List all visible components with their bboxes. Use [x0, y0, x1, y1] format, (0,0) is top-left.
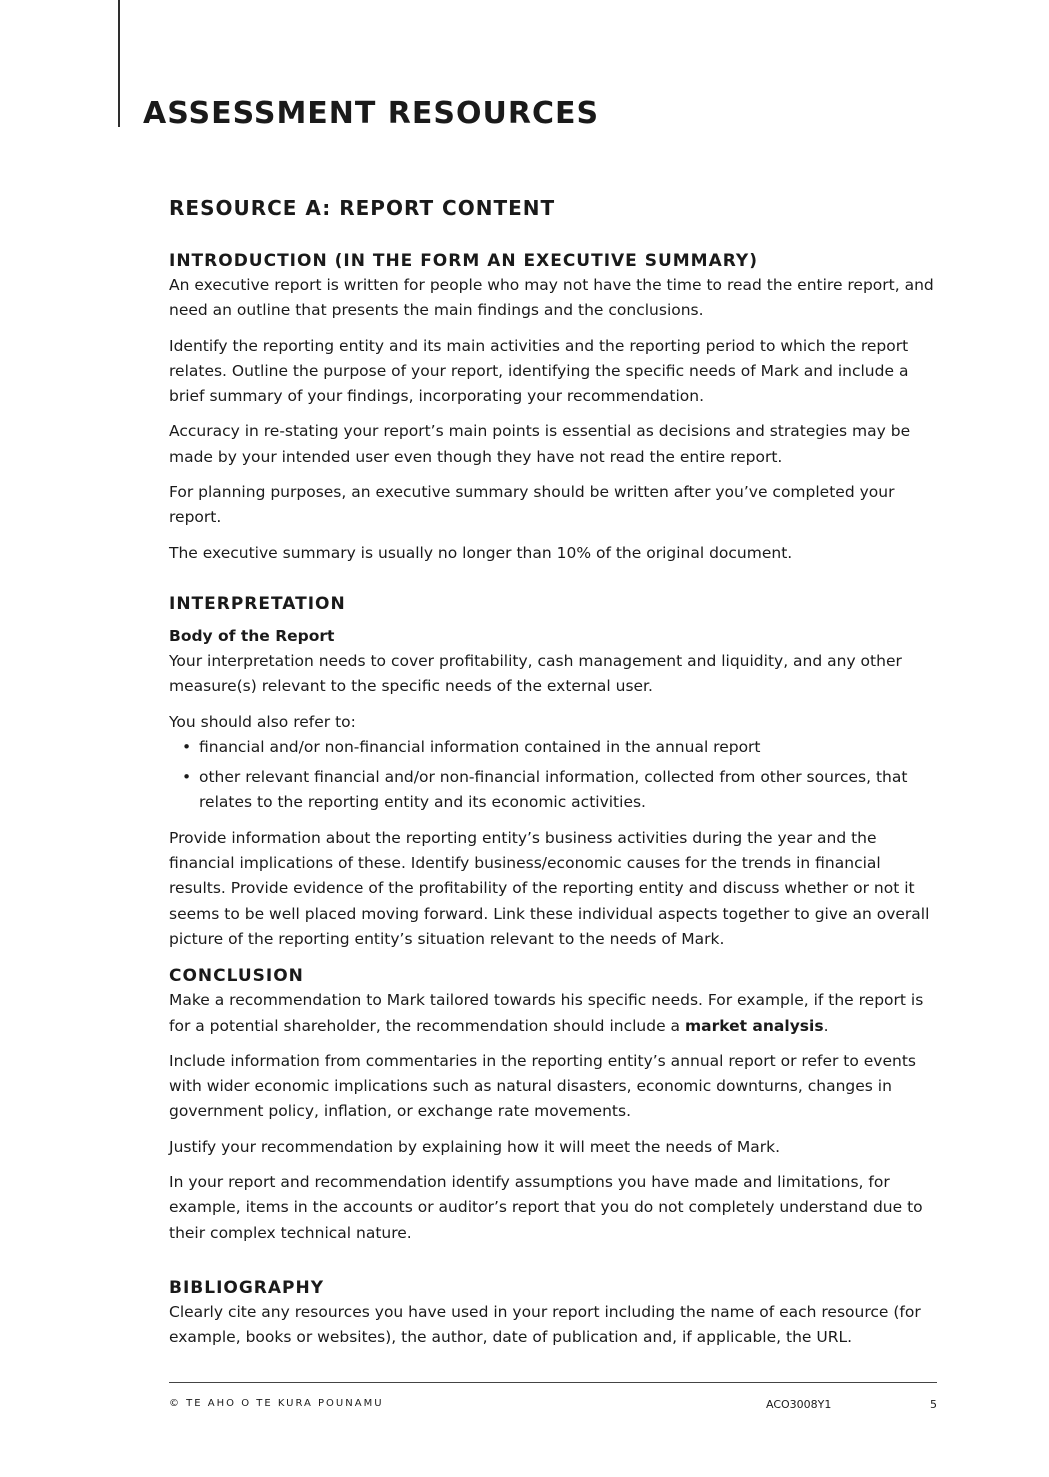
introduction-paragraph: An executive report is written for people who may not have the time to read the entire report, and need an outline that presents the main findings and the conclusions. — [169, 276, 934, 320]
document-body — [169, 196, 939, 1361]
introduction-paragraph: The executive summary is usually no longer than 10% of the original document. — [169, 543, 793, 562]
footer-course-code: ACO3008Y1 — [766, 1398, 832, 1411]
bibliography-section — [169, 1276, 939, 1351]
interpretation-section — [169, 592, 939, 952]
conclusion-section — [169, 964, 939, 1246]
conclusion-paragraph: Justify your recommendation by explaining how it will meet the needs of Mark. — [169, 1137, 781, 1156]
refer-to-list — [169, 735, 939, 816]
conclusion-paragraph: In your report and recommendation identify assumptions you have made and limitations, for example, items in the accounts or auditor’s report that you do not completely understand due to their complex technical nature. — [169, 1173, 923, 1242]
introduction-paragraph: For planning purposes, an executive summary should be written after you’ve completed your report. — [169, 483, 895, 527]
bibliography-paragraph: Clearly cite any resources you have used in your report including the name of each resource (for example, books or websites), the author, date of publication and, if applicable, the URL. — [169, 1302, 921, 1347]
bibliography-heading: BIBLIOGRAPHY — [169, 1277, 325, 1298]
resource-title: RESOURCE A: REPORT CONTENT — [169, 196, 556, 220]
page-title: ASSESSMENT RESOURCES — [143, 96, 600, 131]
page-number: 5 — [930, 1398, 937, 1411]
interpretation-closing: Provide information about the reporting entity’s business activities during the year and the financial implications of these. Identify business/economic causes for the trends in financial results. Provide evidence of the profitability of the reporting entity and discuss whether or not it seems to be well placed moving forward. Link these individual aspects together to give an overall picture of the reporting entity’s situation relevant to the needs of Mark. — [169, 828, 930, 948]
footer-copyright: © TE AHO O TE KURA POUNAMU — [169, 1398, 384, 1409]
list-item: • other relevant financial and/or non-financial information, collected from other sources, that relates to the reporting entity and its economic activities. — [199, 765, 939, 816]
interpretation-subheading: Body of the Report — [169, 626, 335, 645]
conclusion-paragraph: Include information from commentaries in the reporting entity’s annual report or refer to events with wider economic implications such as natural disasters, economic downturns, changes in government policy, inflation, or exchange rate movements. — [169, 1051, 916, 1121]
conclusion-heading: CONCLUSION — [169, 966, 304, 987]
introduction-paragraph: Identify the reporting entity and its main activities and the reporting period to which the report relates. Outline the purpose of your report, identifying the specific needs of Mark and include a brief summary of your findings, incorporating your recommendation. — [169, 336, 909, 406]
interpretation-paragraph: Your interpretation needs to cover profitability, cash management and liquidity, and any other measure(s) relevant to the specific needs of the external user. — [169, 651, 902, 696]
conclusion-text-end: . — [823, 1016, 829, 1035]
market-analysis-emphasis: market analysis — [684, 1016, 824, 1035]
introduction-heading: INTRODUCTION (IN THE FORM AN EXECUTIVE SUMMARY) — [169, 251, 758, 271]
interpretation-heading: INTERPRETATION — [169, 593, 346, 614]
conclusion-paragraph — [169, 988, 939, 1039]
introduction-paragraph: Accuracy in re-stating your report’s main points is essential as decisions and strategies may be made by your intended user even though they have not read the entire report. — [169, 422, 911, 466]
conclusion-text: Make a recommendation to Mark tailored towards his specific needs. For example, if the report is for a potential shareholder, the recommendation should include a — [169, 991, 924, 1035]
introduction-section — [169, 249, 939, 566]
margin-rule — [118, 0, 120, 127]
footer-divider — [169, 1382, 937, 1383]
list-item: • financial and/or non-financial information contained in the annual report — [199, 735, 939, 760]
interpretation-paragraph: You should also refer to: — [169, 712, 356, 731]
